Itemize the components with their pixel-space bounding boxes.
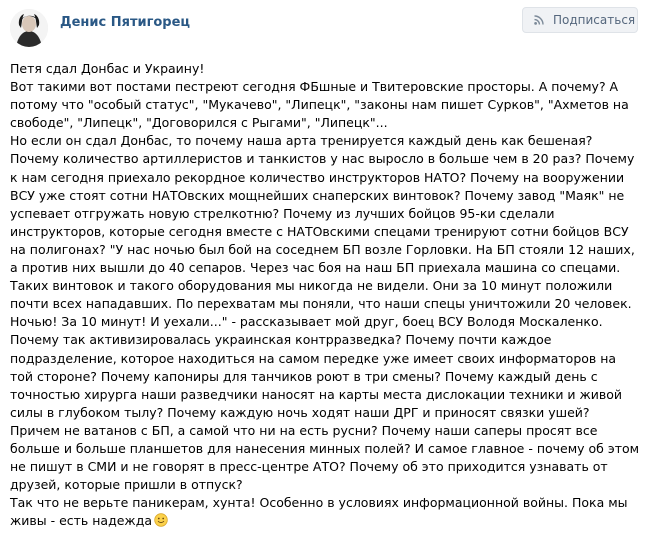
post-body — [10, 60, 642, 530]
post-header — [0, 0, 652, 52]
smiley-emoji-icon — [154, 513, 168, 527]
subscribe-label: Подписаться — [553, 13, 636, 27]
post-body-text: Петя сдал Донбас и Украину! Вот такими вот постами пестреют сегодня ФБшные и Твитеровские просторы. А почему? А потому что "особый статус", "Мукачево", "Липецк", "законы нам пишет Сурков", "Ахметов на свободе", "Липецк", "Договорился с Рыгами", "Липецк"... Но если он сдал Донбас, то почему наша арта тренируется каждый день как бешеная? Почему количество артиллеристов и танкистов у нас выросло в больше чем в 20 раз? Почему к нам сегодня приехало рекордное количество инструкторов НАТО? Почему на вооружении ВСУ уже стоят сотни НАТОвских мощнейших снаперских винтовок? Почему завод "Маяк" не успевает отгружать новую стрелкотню? Почему из лучших бойцов 95-ки сделали инструкторов, которые сегодня вместе с НАТОвскими спецами тренируют сотни бойцов ВСУ на полигонах? "У нас ночью был бой на соседнем БП возле Горловки. На БП стояли 12 наших, а против них вышли до 40 сепаров. Через час боя на наш БП приехала машина со спецами. Таких винтовок и такого оборудования мы никогда не видели. Они за 10 минут положили почти всех нападавших. По перехватам мы поняли, что наши спецы уничтожили 20 человек. Ночью! За 10 минут! И уехали..." - рассказывает мой друг, боец ВСУ Володя Москаленко. Почему так активизировалась украинская контрразведка? Почему почти каждое подразделение, которое находиться на самом передке уже имеет своих информаторов на той стороне? Почему капониры для танчиков роют в три смены? Почему каждый день с точностью хирурга наши разведчики наносят на карты места дислокации техники и живой силы в глубоком тылу? Почему каждую ночь ходят наши ДРГ и приносят связки ушей? Причем не ватанов с БП, а самой что ни на есть русни? Почему наши саперы просят все больше и больше планшетов для нанесения минных полей? И самое главное - почему об этом не пишут в СМИ и не говорят в пресс-центре АТО? Почему об это приходится узнавать от друзей, которые пришли в отпуск? Так что не верьте паникерам, хунта! Особенно в условиях информационной войны. Пока мы живы - есть надежда — [10, 61, 640, 529]
author-name-link[interactable]: Денис Пятигорец — [60, 15, 191, 30]
author-avatar[interactable] — [10, 9, 48, 47]
subscribe-button[interactable] — [522, 7, 638, 33]
avatar-portrait-icon — [10, 9, 48, 47]
rss-icon — [534, 15, 544, 25]
